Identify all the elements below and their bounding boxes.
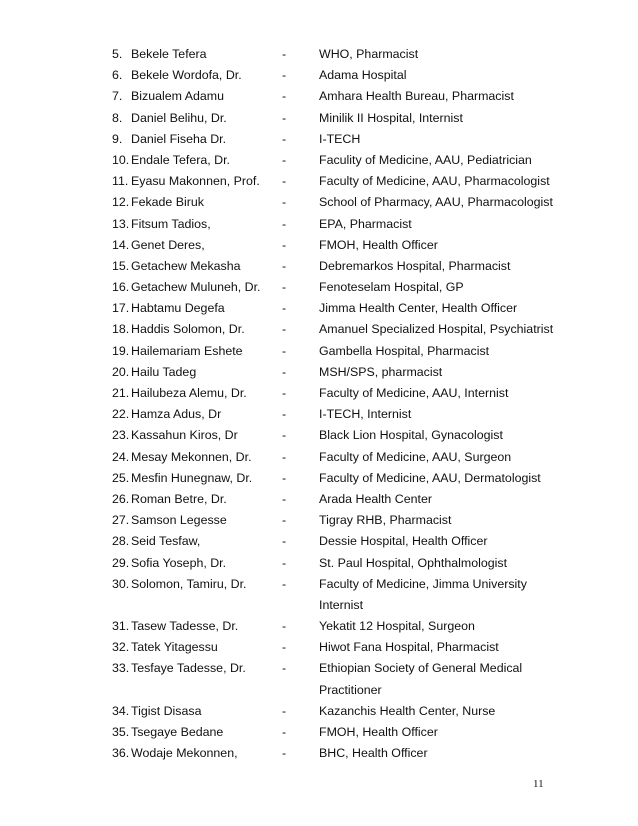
item-number: 23. — [112, 428, 130, 443]
participant-name: Getachew Mekasha — [131, 258, 241, 273]
list-item — [0, 447, 638, 468]
participant-name: Mesay Mekonnen, Dr. — [131, 449, 252, 464]
list-item — [0, 468, 638, 489]
participant-name: Hailubeza Alemu, Dr. — [131, 386, 247, 400]
item-number: 16. — [112, 280, 130, 295]
participant-name: Kassahun Kiros, Dr — [131, 428, 238, 443]
list-item — [0, 531, 638, 552]
participant-name: Haddis Solomon, Dr. — [131, 322, 245, 337]
item-number: 30. — [112, 576, 130, 591]
participant-affiliation: St. Paul Hospital, Ophthalmologist — [319, 555, 508, 570]
item-number: 33. — [112, 661, 130, 676]
separator-dash: - — [282, 280, 287, 295]
separator-dash: - — [282, 258, 287, 273]
participant-name: Bekele Tefera — [131, 47, 207, 61]
list-item — [0, 510, 638, 531]
item-number: 27. — [112, 513, 130, 528]
participant-affiliation: BHC, Health Officer — [319, 746, 428, 761]
participant-affiliation: Debremarkos Hospital, Pharmacist — [319, 258, 511, 273]
separator-dash: - — [282, 386, 287, 400]
participant-affiliation: Amhara Health Bureau, Pharmacist — [319, 89, 514, 104]
participant-affiliation: Gambella Hospital, Pharmacist — [319, 343, 490, 358]
item-number: 35. — [112, 725, 130, 740]
participant-name: Daniel Fiseha Dr. — [131, 131, 227, 146]
item-number: 25. — [112, 470, 130, 485]
item-number: 6. — [112, 68, 123, 83]
participant-affiliation: I-TECH — [319, 131, 361, 146]
participant-affiliation: Faculty of Medicine, AAU, Pharmacologist — [319, 174, 550, 189]
participant-affiliation: MSH/SPS, pharmacist — [319, 364, 443, 379]
participant-affiliation: Faculity of Medicine, AAU, Pediatrician — [319, 152, 532, 167]
participant-name: Solomon, Tamiru, Dr. — [131, 576, 247, 591]
item-number: 15. — [112, 258, 130, 273]
separator-dash: - — [282, 322, 287, 337]
list-item — [0, 404, 638, 425]
separator-dash: - — [282, 576, 287, 591]
separator-dash: - — [282, 110, 287, 125]
list-item — [0, 256, 638, 277]
list-item — [0, 44, 638, 65]
separator-dash: - — [282, 195, 287, 210]
separator-dash: - — [282, 407, 287, 422]
list-item — [0, 171, 638, 192]
participant-affiliation: Amanuel Specialized Hospital, Psychiatrist — [319, 322, 554, 337]
list-item — [0, 616, 638, 637]
list-item — [0, 743, 638, 764]
separator-dash: - — [282, 237, 287, 252]
participant-name: Bizualem Adamu — [131, 89, 224, 104]
participant-name: Bekele Wordofa, Dr. — [131, 68, 242, 83]
participant-list — [0, 44, 638, 764]
separator-dash: - — [282, 555, 287, 570]
list-item — [0, 298, 638, 319]
list-item — [0, 425, 638, 446]
list-item — [0, 701, 638, 722]
item-number: 21. — [112, 386, 130, 400]
participant-name: Sofia Yoseph, Dr. — [131, 555, 227, 570]
participant-name: Getachew Muluneh, Dr. — [131, 280, 261, 295]
participant-name: Hailemariam Eshete — [131, 343, 243, 358]
participant-affiliation: Arada Health Center — [319, 491, 432, 506]
separator-dash: - — [282, 746, 287, 761]
item-number: 9. — [112, 131, 123, 146]
item-number: 17. — [112, 301, 130, 316]
participant-name: Mesfin Hunegnaw, Dr. — [131, 470, 253, 485]
participant-name: Fekade Biruk — [131, 195, 205, 210]
participant-affiliation: I-TECH, Internist — [319, 407, 412, 422]
item-number: 18. — [112, 322, 130, 337]
separator-dash: - — [282, 152, 287, 167]
list-item — [0, 129, 638, 150]
separator-dash: - — [282, 470, 287, 485]
separator-dash: - — [282, 364, 287, 379]
participant-name: Habtamu Degefa — [131, 301, 225, 316]
participant-name: Tsegaye Bedane — [131, 725, 224, 740]
item-number: 32. — [112, 640, 130, 655]
separator-dash: - — [282, 343, 287, 358]
separator-dash: - — [282, 534, 287, 549]
participant-name: Tasew Tadesse, Dr. — [131, 619, 239, 634]
item-number: 13. — [112, 216, 130, 231]
separator-dash: - — [282, 725, 287, 740]
item-number: 14. — [112, 237, 130, 252]
list-item — [0, 362, 638, 383]
separator-dash: - — [282, 513, 287, 528]
list-item — [0, 235, 638, 256]
list-item — [0, 722, 638, 743]
participant-name: Hamza Adus, Dr — [131, 407, 222, 422]
participant-affiliation: Faculty of Medicine, AAU, Internist — [319, 386, 509, 400]
participant-name: Tesfaye Tadesse, Dr. — [131, 661, 246, 676]
list-item — [0, 383, 638, 404]
participant-affiliation: Faculty of Medicine, AAU, Dermatologist — [319, 470, 541, 485]
participant-affiliation: School of Pharmacy, AAU, Pharmacologist — [319, 195, 553, 210]
list-item — [0, 341, 638, 362]
item-number: 31. — [112, 619, 130, 634]
participant-name: Hailu Tadeg — [131, 364, 197, 379]
list-item — [0, 658, 638, 700]
participant-name: Seid Tesfaw, — [131, 534, 201, 549]
separator-dash: - — [282, 491, 287, 506]
participant-affiliation: Tigray RHB, Pharmacist — [319, 513, 452, 528]
participant-affiliation: WHO, Pharmacist — [319, 47, 419, 61]
separator-dash: - — [282, 619, 287, 634]
separator-dash: - — [282, 301, 287, 316]
list-item — [0, 214, 638, 235]
separator-dash: - — [282, 131, 287, 146]
participant-name: Tigist Disasa — [131, 703, 202, 718]
list-item — [0, 108, 638, 129]
list-item — [0, 574, 638, 616]
item-number: 11. — [112, 174, 129, 189]
list-item — [0, 86, 638, 107]
item-number: 12. — [112, 195, 130, 210]
participant-affiliation: Faculty of Medicine, Jimma University Internist — [319, 576, 527, 612]
separator-dash: - — [282, 661, 287, 676]
participant-affiliation: Jimma Health Center, Health Officer — [319, 301, 518, 316]
participant-affiliation: FMOH, Health Officer — [319, 237, 438, 252]
participant-affiliation: Dessie Hospital, Health Officer — [319, 534, 488, 549]
separator-dash: - — [282, 68, 287, 83]
participant-affiliation: Ethiopian Society of General Medical Practitioner — [319, 661, 523, 697]
item-number: 22. — [112, 407, 130, 422]
participant-name: Fitsum Tadios, — [131, 216, 211, 231]
separator-dash: - — [282, 216, 287, 231]
participant-name: Eyasu Makonnen, Prof. — [131, 174, 260, 189]
participant-affiliation: EPA, Pharmacist — [319, 216, 412, 231]
separator-dash: - — [282, 89, 287, 104]
list-item — [0, 192, 638, 213]
participant-affiliation: Minilik II Hospital, Internist — [319, 110, 463, 125]
participant-affiliation: Fenoteselam Hospital, GP — [319, 280, 464, 295]
item-number: 24. — [112, 449, 130, 464]
separator-dash: - — [282, 640, 287, 655]
item-number: 19. — [112, 343, 130, 358]
item-number: 29. — [112, 555, 130, 570]
list-item — [0, 319, 638, 340]
participant-affiliation: Yekatit 12 Hospital, Surgeon — [319, 619, 475, 634]
separator-dash: - — [282, 449, 287, 464]
item-number: 26. — [112, 491, 130, 506]
list-item — [0, 637, 638, 658]
list-item — [0, 553, 638, 574]
item-number: 7. — [112, 89, 123, 104]
participant-affiliation: FMOH, Health Officer — [319, 725, 438, 740]
list-item — [0, 277, 638, 298]
participant-name: Roman Betre, Dr. — [131, 491, 227, 506]
item-number: 36. — [112, 746, 130, 761]
separator-dash: - — [282, 174, 287, 189]
separator-dash: - — [282, 47, 287, 61]
separator-dash: - — [282, 428, 287, 443]
participant-affiliation: Kazanchis Health Center, Nurse — [319, 703, 496, 718]
participant-affiliation: Black Lion Hospital, Gynacologist — [319, 428, 503, 443]
list-item — [0, 489, 638, 510]
item-number: 34. — [112, 703, 130, 718]
participant-name: Genet Deres, — [131, 237, 205, 252]
list-item — [0, 150, 638, 171]
item-number: 5. — [112, 47, 123, 61]
participant-name: Endale Tefera, Dr. — [131, 152, 230, 167]
list-item — [0, 65, 638, 86]
page-number: 11 — [533, 778, 544, 790]
item-number: 20. — [112, 364, 130, 379]
participant-affiliation: Adama Hospital — [319, 68, 407, 83]
participant-affiliation: Hiwot Fana Hospital, Pharmacist — [319, 640, 499, 655]
participant-affiliation: Faculty of Medicine, AAU, Surgeon — [319, 449, 512, 464]
participant-name: Wodaje Mekonnen, — [131, 746, 238, 761]
separator-dash: - — [282, 703, 287, 718]
item-number: 10. — [112, 152, 130, 167]
item-number: 8. — [112, 110, 123, 125]
participant-name: Samson Legesse — [131, 513, 227, 528]
participant-name: Tatek Yitagessu — [131, 640, 218, 655]
item-number: 28. — [112, 534, 130, 549]
participant-name: Daniel Belihu, Dr. — [131, 110, 227, 125]
